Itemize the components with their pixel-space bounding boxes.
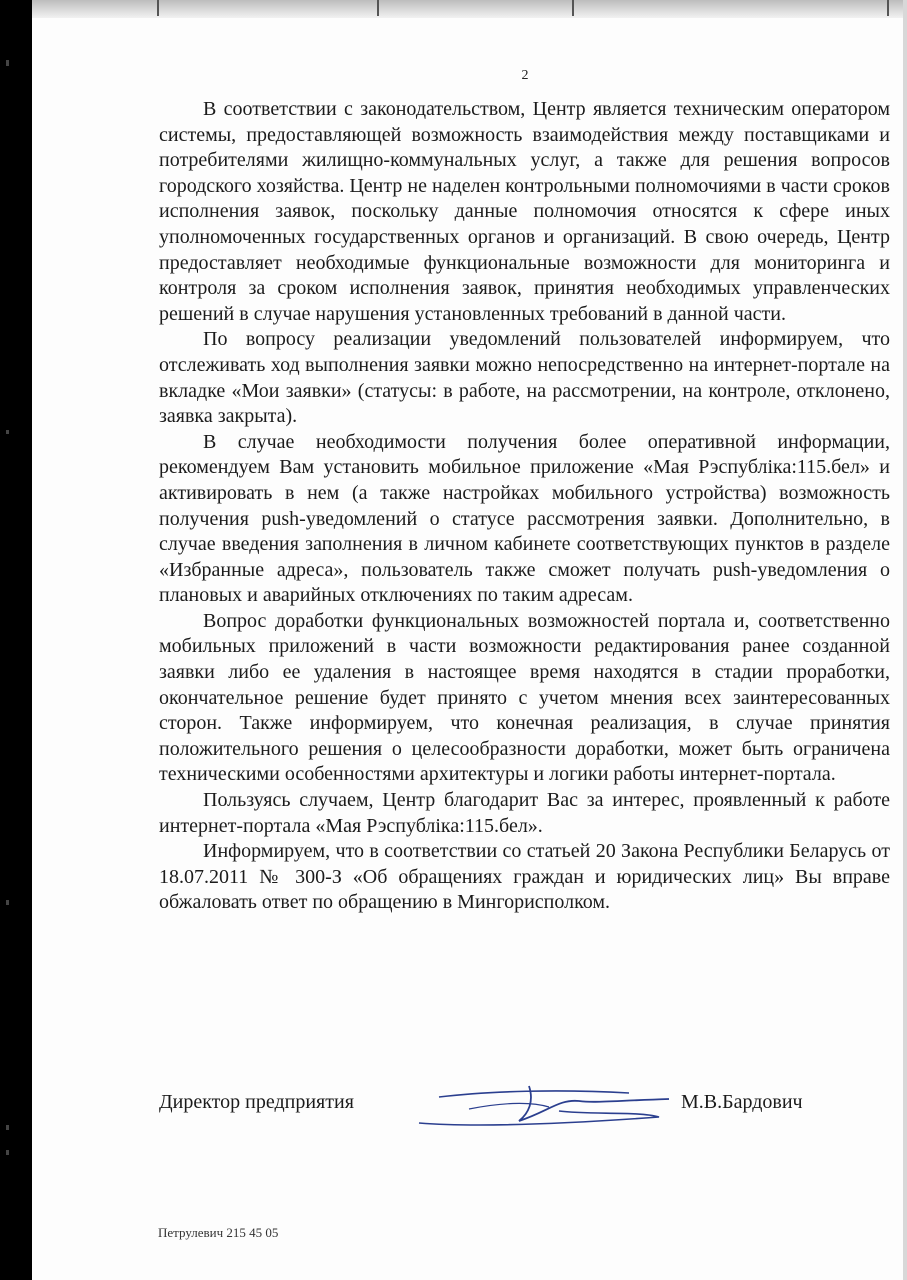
paragraph-thanks: Пользуясь случаем, Центр благодарит Вас за интерес, проявленный к работе интернет-портала «Мая Рэспубліка:115.бел». — [159, 789, 890, 837]
paragraph-notifications: По вопросу реализации уведомлений пользователей информируем, что отслеживать ход выполнения заявки можно непосредственно на интернет-портале на вкладке «Мои заявки» (статусы: в работе, на рассмотрении, на контроле, отклонено, заявка закрыта). — [159, 328, 890, 428]
scan-top-edge — [32, 0, 907, 18]
handwritten-signature — [409, 1081, 689, 1131]
signatory-title: Директор предприятия — [159, 1091, 354, 1113]
executor-contact: Петрулевич 215 45 05 — [158, 1225, 279, 1240]
signatory-name: М.В.Бардович — [681, 1091, 803, 1113]
letter-body — [159, 97, 890, 916]
signature-block — [159, 1091, 890, 1131]
scan-left-border — [0, 0, 32, 1280]
paragraph-appeal-rights: Информируем, что в соответствии со статьей 20 Закона Республики Беларусь от 18.07.2011 № 300-З «Об обращениях граждан и юридических лиц» Вы вправе обжаловать ответ по обращению в Мингорисполком. — [159, 840, 890, 914]
scan-right-edge — [903, 0, 907, 1280]
paragraph-operator: В соответствии с законодательством, Центр является техническим оператором системы, предоставляющей возможность взаимодействия между поставщиками и потребителями жилищно-коммунальных услуг, а также для решения вопросов городского хозяйства. Центр не наделен контрольными полномочиями в части сроков исполнения заявок, поскольку данные полномочия относятся к сфере иных уполномоченных государственных органов и организаций. В свою очередь, Центр предоставляет необходимые функциональные возможности для мониторинга и контроля за сроком исполнения заявок, принятия необходимых управленческих решений в случае нарушения установленных требований в данной части. — [159, 98, 890, 325]
page-number: 2 — [521, 68, 529, 83]
paragraph-improvements: Вопрос доработки функциональных возможностей портала и, соответственно мобильных приложений в части возможности редактирования ранее созданной заявки либо ее удаления в настоящее время находятся в стадии проработки, окончательное решение будет принято с учетом мнения всех заинтересованных сторон. Также информируем, что конечная реализация, в случае принятия положительного решения о целесообразности доработки, может быть ограничена техническими особенностями архитектуры и логики работы интернет-портала. — [159, 609, 890, 786]
paragraph-mobile-app: В случае необходимости получения более оперативной информации, рекомендуем Вам установить мобильное приложение «Мая Рэспубліка:115.бел» и активировать в нем (а также настройках мобильного устройства) возможность получения push-уведомлений о статусе рассмотрения заявки. Дополнительно, в случае введения заполнения в личном кабинете соответствующих пунктов в разделе «Избранные адреса», пользователь также сможет получать push-уведомления о плановых и аварийных отключениях по таким адресам. — [159, 430, 890, 607]
